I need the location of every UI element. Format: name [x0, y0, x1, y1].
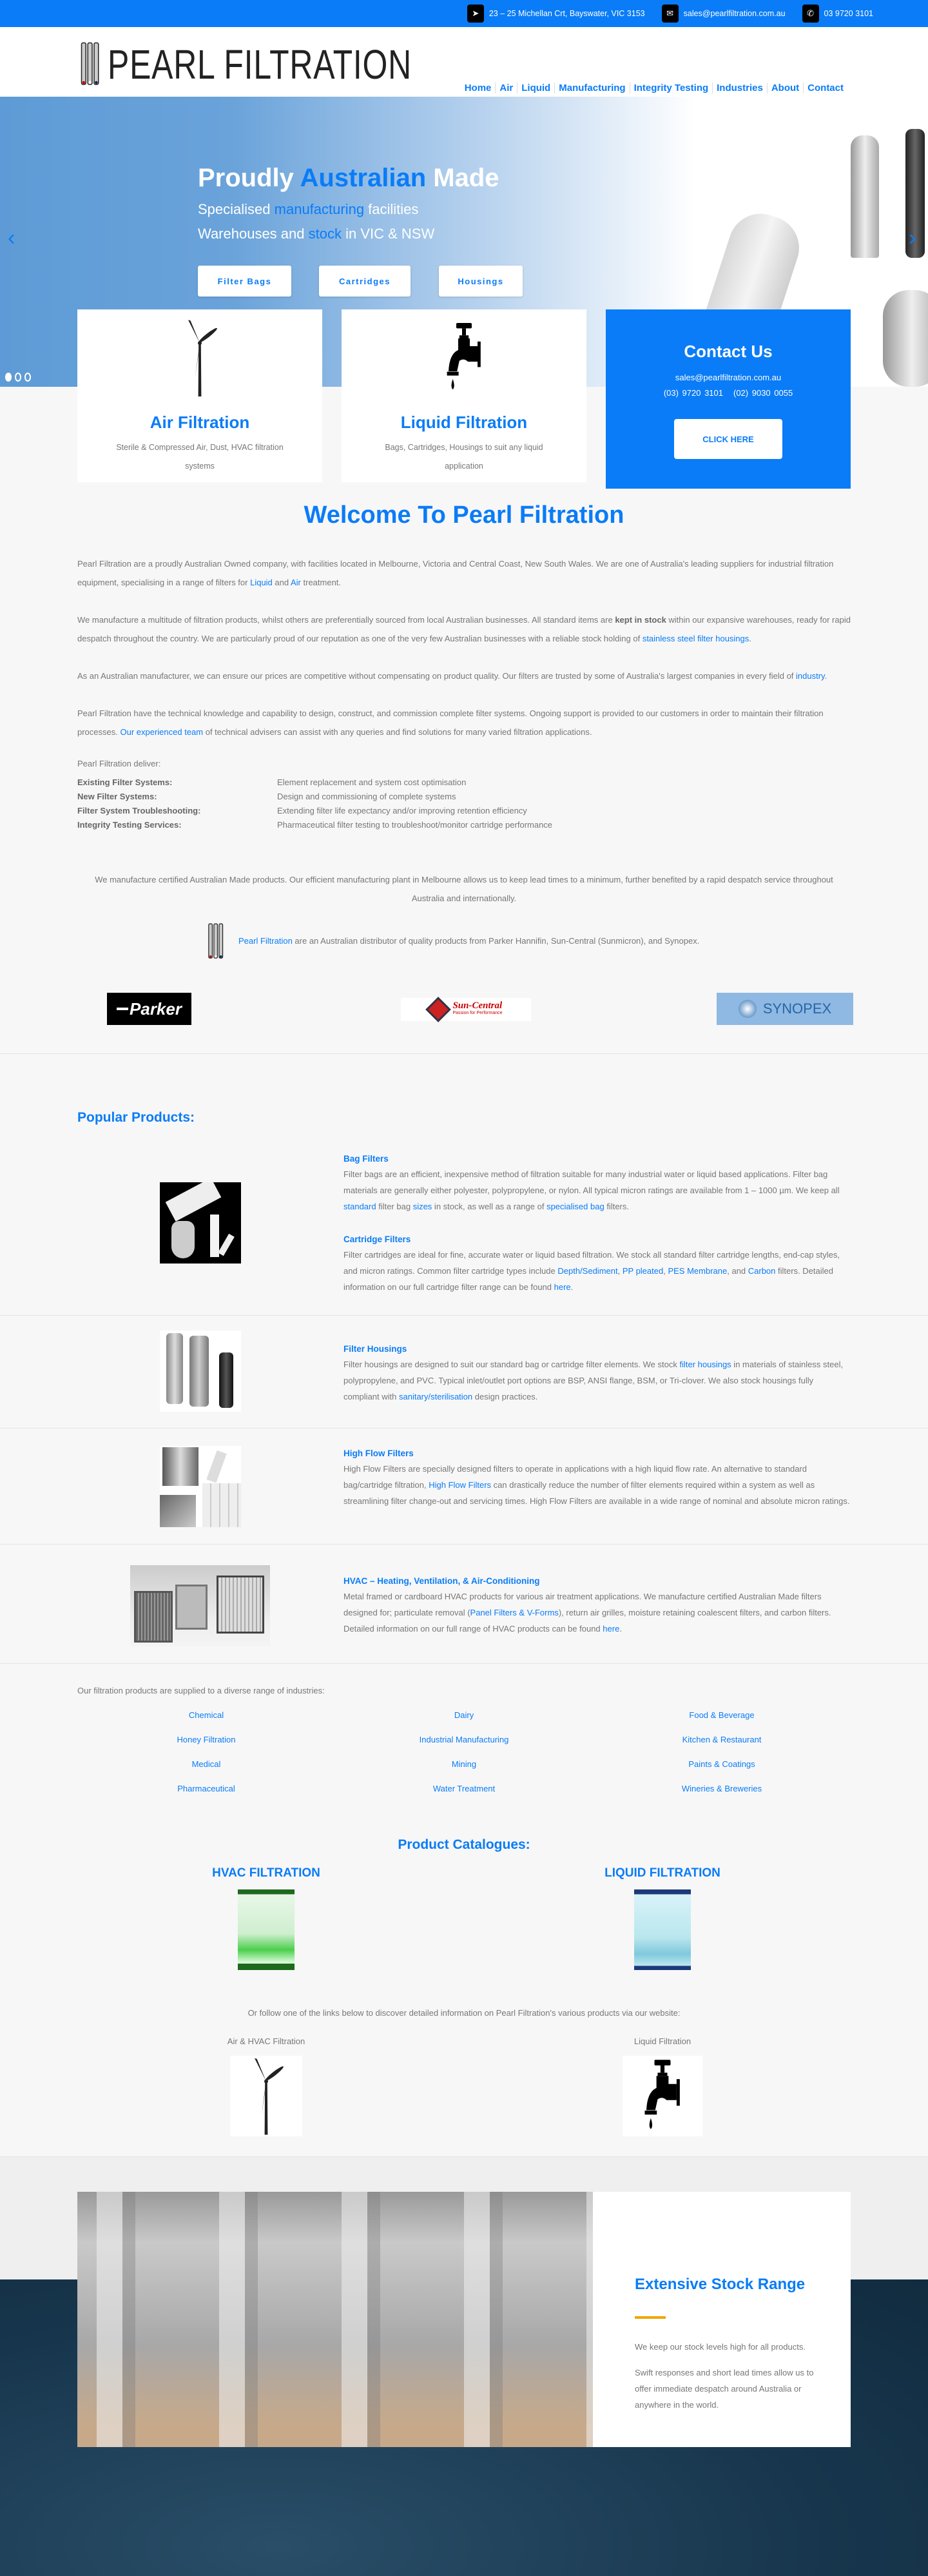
air-hvac-filtration-link[interactable]: Air & HVAC Filtration	[227, 2036, 305, 2046]
technical-paragraph	[77, 704, 851, 741]
section-divider	[0, 1544, 928, 1545]
hvac-filters-image	[130, 1565, 270, 1646]
product-description	[343, 1166, 851, 1215]
inline-link[interactable]: Liquid	[250, 578, 273, 587]
industries-grid	[77, 1710, 851, 1793]
nav-manufacturing[interactable]: Manufacturing	[555, 83, 630, 93]
section-divider	[0, 1315, 928, 1316]
industry-link[interactable]: Honey Filtration	[177, 1735, 236, 1744]
nav-air[interactable]: Air	[496, 83, 517, 93]
nav-integrity-testing[interactable]: Integrity Testing	[630, 83, 713, 93]
product-filter-housings	[343, 1344, 851, 1405]
liquid-catalogue-cover[interactable]	[634, 1889, 691, 1970]
hero-title: Proudly Australian Made	[198, 164, 499, 192]
text-segment: .	[824, 671, 827, 681]
manufacture-text: We manufacture certified Australian Made products. Our efficient manufacturing plant in Melbourne allows us to keep lead times to a minimum, further benefited by a rapid despatch service throughout Australia and internationally.	[95, 875, 833, 903]
email-item[interactable]	[662, 5, 786, 23]
welcome-title: Welcome To Pearl Filtration	[304, 502, 624, 529]
text-segment: and	[272, 578, 291, 587]
air-filtration-card[interactable]	[77, 309, 322, 482]
industry-link[interactable]: Kitchen & Restaurant	[682, 1735, 762, 1744]
contact-phones	[606, 388, 851, 398]
deliver-label: Filter System Troubleshooting:	[77, 806, 201, 815]
inline-link[interactable]: Carbon	[748, 1266, 776, 1276]
inline-link[interactable]: specialised bag	[546, 1202, 604, 1211]
contact-phone-nsw[interactable]: (02) 9030 0055	[733, 388, 793, 398]
deliver-value: Pharmaceutical filter testing to troubleshoot/monitor cartridge performance	[277, 820, 553, 830]
slider-prev-arrow[interactable]: ‹	[8, 226, 15, 250]
nav-industries[interactable]: Industries	[713, 83, 768, 93]
hvac-catalogue-cover[interactable]	[238, 1889, 295, 1970]
housings-button[interactable]: Housings	[439, 266, 523, 297]
hero-product-image	[883, 290, 928, 387]
industry-link[interactable]: Mining	[451, 1759, 477, 1769]
inline-link[interactable]: Depth/Sediment	[557, 1266, 618, 1276]
bag-filters-image	[160, 1182, 241, 1264]
feature-cards	[77, 309, 851, 503]
product-title[interactable]: Cartridge Filters	[343, 1234, 411, 1244]
inline-link[interactable]: sizes	[412, 1202, 432, 1211]
liquid-filtration-card[interactable]	[342, 309, 586, 482]
cartridges-button[interactable]: Cartridges	[319, 266, 411, 297]
text-segment: .	[749, 634, 751, 643]
parker-logo: Parker	[107, 993, 191, 1025]
stock-panel	[593, 2192, 851, 2447]
deliver-value: Extending filter life expectancy and/or improving retention efficiency	[277, 806, 527, 815]
logo-mark-icon	[206, 921, 226, 961]
filter-bags-button[interactable]: Filter Bags	[198, 266, 291, 297]
liquid-catalogue[interactable]	[598, 1866, 727, 1970]
inline-link[interactable]: Air	[291, 578, 301, 587]
sun-central-logo: Sun-Central Passion for Performance	[401, 998, 531, 1021]
industries-section	[77, 1681, 851, 1793]
text-segment: As an Australian manufacturer, we can ensure our prices are competitive without compensating on product quality. Our filters are trusted by some of Australia's largest companies in every field of	[77, 671, 797, 681]
card-text: Bags, Cartridges, Housings to suit any liquid application	[385, 443, 543, 471]
inline-link[interactable]: filter housings	[679, 1360, 731, 1369]
address-item	[467, 5, 645, 23]
text-segment: Pearl Filtration are a proudly Australian Owned company, with facilities located in Melbourne, Victoria and Central Coast, New South Wales. We are one of Australia's leading suppliers for industrial filtration equipment, specialising in a range of filters for	[77, 559, 834, 587]
product-description	[343, 1247, 851, 1295]
nav-liquid[interactable]: Liquid	[517, 83, 555, 93]
location-arrow-icon: ➤	[467, 5, 484, 23]
industry-link[interactable]: Dairy	[454, 1710, 474, 1720]
wind-turbine-icon[interactable]	[247, 2056, 285, 2136]
stock-paragraph	[77, 610, 851, 648]
text-segment: High Flow Filters are specially designed filters to operate in applications with a high liquid flow rate. An alternative to standard bag/cartridge filtration,	[343, 1464, 807, 1490]
phone-item[interactable]	[802, 5, 873, 23]
bold-text: kept in stock	[615, 615, 666, 625]
text-segment: Filter bags are an efficient, inexpensive method of filtration suitable for many industrial water or liquid based applications. Filter bag materials are generally either polyester, polypropylene, or nylon. All typical micron ratings are available from 1 – 1000 µm. We keep all	[343, 1169, 840, 1195]
liquid-filtration-link[interactable]: Liquid Filtration	[633, 2036, 691, 2046]
stock-warehouse-photo	[77, 2192, 593, 2447]
filter-housings-image	[160, 1331, 241, 1412]
intro-paragraph	[77, 554, 851, 592]
product-title[interactable]: High Flow Filters	[343, 1449, 414, 1458]
accent-bar	[635, 2316, 666, 2319]
welcome-section	[77, 502, 851, 529]
high-flow-filters-image	[160, 1446, 241, 1527]
water-tap-icon	[445, 316, 483, 400]
text-segment: filter bag	[376, 1202, 413, 1211]
text-segment: treatment.	[300, 578, 342, 587]
contact-title: Contact Us	[684, 342, 773, 361]
slider-dot[interactable]	[24, 373, 31, 382]
product-high-flow-filters	[343, 1449, 851, 1509]
catalogues-section	[77, 1837, 851, 1853]
deliver-label: Integrity Testing Services:	[77, 820, 182, 830]
manufacture-note	[77, 870, 851, 908]
slider-dot[interactable]	[5, 373, 12, 382]
section-divider	[0, 1053, 928, 1054]
wind-turbine-icon	[180, 316, 219, 400]
text-segment: , and	[727, 1266, 748, 1276]
deliver-intro: Pearl Filtration deliver:	[77, 759, 161, 768]
distributor-text	[238, 932, 699, 950]
water-tap-icon[interactable]	[642, 2056, 683, 2136]
inline-link[interactable]: PP pleated	[622, 1266, 664, 1276]
slider-dot[interactable]	[15, 373, 21, 382]
product-bag-filters	[343, 1154, 851, 1215]
industry-link[interactable]: Food & Beverage	[689, 1710, 755, 1720]
liquid-link-block[interactable]	[598, 2032, 727, 2136]
phone-link[interactable]: 03 9720 3101	[824, 9, 873, 18]
main-nav	[461, 83, 847, 93]
product-hvac	[343, 1576, 851, 1637]
deliver-label: Existing Filter Systems:	[77, 777, 173, 787]
hvac-catalogue[interactable]	[202, 1866, 331, 1970]
inline-link[interactable]: standard	[343, 1202, 376, 1211]
product-cartridge-filters	[343, 1234, 851, 1295]
envelope-icon: ✉	[662, 5, 679, 23]
inline-link[interactable]: High Flow Filters	[429, 1480, 492, 1490]
product-description	[343, 1588, 851, 1637]
section-divider	[0, 1663, 928, 1664]
slider-next-arrow[interactable]: ›	[909, 226, 916, 250]
inline-link[interactable]: sanitary/sterilisation	[398, 1392, 473, 1401]
text-segment: Metal framed or cardboard HVAC products for various air treatment applications. We manufacture certified Australian Made filters designed for; particulate removal (	[343, 1592, 822, 1617]
industry-link[interactable]: Medical	[191, 1759, 221, 1769]
card-title[interactable]: Liquid Filtration	[400, 413, 528, 432]
text-segment: Pearl Filtration have the technical knowledge and capability to design, construct, and commission complete filter systems. Ongoing support is provided to our customers in order to maintain their filtration processes.	[77, 708, 824, 737]
product-title[interactable]: Bag Filters	[343, 1154, 389, 1164]
click-here-button[interactable]: CLICK HERE	[674, 419, 782, 459]
hero-product-image	[851, 135, 879, 258]
industry-link[interactable]: Water Treatment	[432, 1784, 496, 1793]
stock-text-1: We keep our stock levels high for all products.	[635, 2342, 806, 2352]
top-contact-bar	[0, 0, 928, 27]
inline-link[interactable]: Our experienced team	[120, 727, 204, 737]
text-segment: .	[619, 1624, 622, 1634]
deliver-label: New Filter Systems:	[77, 792, 157, 801]
logo[interactable]	[81, 39, 498, 88]
inline-link[interactable]: Panel Filters & V-Forms	[470, 1608, 559, 1617]
contact-card	[606, 309, 851, 489]
text-segment: of technical advisers can assist with any queries and find solutions for many varied filtration applications.	[203, 727, 592, 737]
text-segment: can drastically reduce the number of filter elements required within a system as well as streamlining filter change-out and servicing times. High Flow Filters are available in a wide range of nominal and absolute micron ratings.	[343, 1480, 850, 1506]
text-segment: are an Australian distributor of quality products from Parker Hannifin, Sun-Central (Sunmicron), and Synopex.	[292, 935, 700, 946]
industry-link[interactable]: Wineries & Breweries	[681, 1784, 762, 1793]
nav-about[interactable]: About	[768, 83, 804, 93]
industries-intro: Our filtration products are supplied to a diverse range of industries:	[77, 1686, 325, 1695]
inline-link[interactable]: industry	[796, 671, 825, 681]
stock-title: Extensive Stock Range	[635, 2276, 806, 2293]
distributor-line	[206, 921, 786, 961]
hero-subtitle-1: Specialised manufacturing facilities	[198, 201, 419, 217]
industry-link[interactable]: Pharmaceutical	[177, 1784, 235, 1793]
deliver-value: Element replacement and system cost optimisation	[277, 777, 467, 787]
pricing-paragraph	[77, 667, 851, 685]
industry-link[interactable]: Chemical	[188, 1710, 224, 1720]
text-segment: in stock, as well as a range of	[432, 1202, 547, 1211]
text-segment: Filter cartridges are ideal for fine, accurate water or liquid based filtration. We stock all standard filter cartridge lengths, end-cap styles, and micron ratings. Common filter cartridge types include	[343, 1250, 840, 1276]
inline-link[interactable]: Pearl Filtration	[238, 935, 293, 946]
text-segment: ,	[617, 1266, 623, 1276]
follow-text: Or follow one of the links below to discover detailed information on Pearl Filtration's various products via our website:	[247, 2008, 681, 2018]
address-text: 23 – 25 Michellan Crt, Bayswater, VIC 3153	[488, 9, 645, 18]
catalogues-title: Product Catalogues:	[398, 1837, 530, 1852]
popular-products-heading-wrap	[77, 1110, 851, 1126]
section-divider	[0, 1428, 928, 1429]
text-segment: in materials of stainless steel, polypropylene, and PVC. Typical inlet/outlet port options are BSP, ANSI flange, BSM, or Tri-clover. We also stock housings fully compliant with	[343, 1360, 844, 1401]
text-segment: design practices.	[472, 1392, 538, 1401]
air-hvac-link-block[interactable]	[202, 2032, 331, 2136]
product-description	[343, 1356, 851, 1405]
inline-link[interactable]: stainless steel filter housings	[642, 634, 749, 643]
text-segment: filters.	[604, 1202, 629, 1211]
contact-email[interactable]: sales@pearlfiltration.com.au	[675, 373, 782, 382]
email-link[interactable]: sales@pearlfiltration.com.au	[683, 9, 786, 18]
contact-phone-vic[interactable]: (03) 9720 3101	[663, 388, 723, 398]
hvac-catalogue-title[interactable]: HVAC FILTRATION	[212, 1866, 320, 1880]
inline-link[interactable]: PES Membrane	[668, 1266, 728, 1276]
logo-text: PEARL FILTRATION	[108, 41, 412, 88]
product-title[interactable]: HVAC – Heating, Ventilation, & Air-Conditioning	[343, 1576, 540, 1586]
text-segment: We manufacture a multitude of filtration products, whilst others are preferentially sourced from local Australian businesses. All standard items are	[77, 615, 615, 625]
phone-icon: ✆	[802, 5, 819, 23]
deliver-list	[77, 776, 851, 832]
product-title[interactable]: Filter Housings	[343, 1344, 407, 1354]
text-segment: .	[570, 1282, 574, 1292]
text-segment: ), return air grilles, moisture retaining coalescent filters, and carbon filters. Detailed information on our full range of HVAC products can be found	[343, 1608, 831, 1634]
stock-text-2: Swift responses and short lead times allow us to offer immediate despatch around Australia or anywhere in the world.	[635, 2368, 814, 2410]
nav-home[interactable]: Home	[461, 83, 496, 93]
industry-link[interactable]: Paints & Coatings	[688, 1759, 755, 1769]
inline-link[interactable]: here	[603, 1624, 620, 1634]
liquid-catalogue-title[interactable]: LIQUID FILTRATION	[604, 1866, 720, 1880]
inline-link[interactable]: here	[554, 1282, 571, 1292]
hero-subtitle-2: Warehouses and stock in VIC & NSW	[198, 226, 435, 242]
card-title[interactable]: Air Filtration	[150, 413, 250, 432]
text-segment: ,	[663, 1266, 668, 1276]
deliver-value: Design and commissioning of complete systems	[277, 792, 456, 801]
text-segment: filters. Detailed information on our full cartridge filter range can be found	[343, 1266, 833, 1292]
synopex-logo: SYNOPEX	[717, 993, 853, 1025]
product-description	[343, 1461, 851, 1509]
text-segment: within our expansive warehouses, ready for rapid despatch throughout the country. We are particularly proud of our reputation as one of the very few Australian businesses with a reliable stock holding of	[77, 615, 851, 643]
nav-contact[interactable]: Contact	[807, 83, 844, 93]
popular-products-title: Popular Products:	[77, 1110, 195, 1125]
site-header	[0, 27, 928, 97]
welcome-body	[77, 554, 851, 832]
industry-link[interactable]: Industrial Manufacturing	[419, 1735, 509, 1744]
text-segment: Filter housings are designed to suit our standard bag or cartridge filter elements. We stock	[343, 1360, 680, 1369]
follow-note	[77, 2004, 851, 2022]
logo-mark-icon	[81, 39, 100, 88]
slider-dots	[5, 373, 31, 382]
card-text: Sterile & Compressed Air, Dust, HVAC filtration systems	[116, 443, 284, 471]
